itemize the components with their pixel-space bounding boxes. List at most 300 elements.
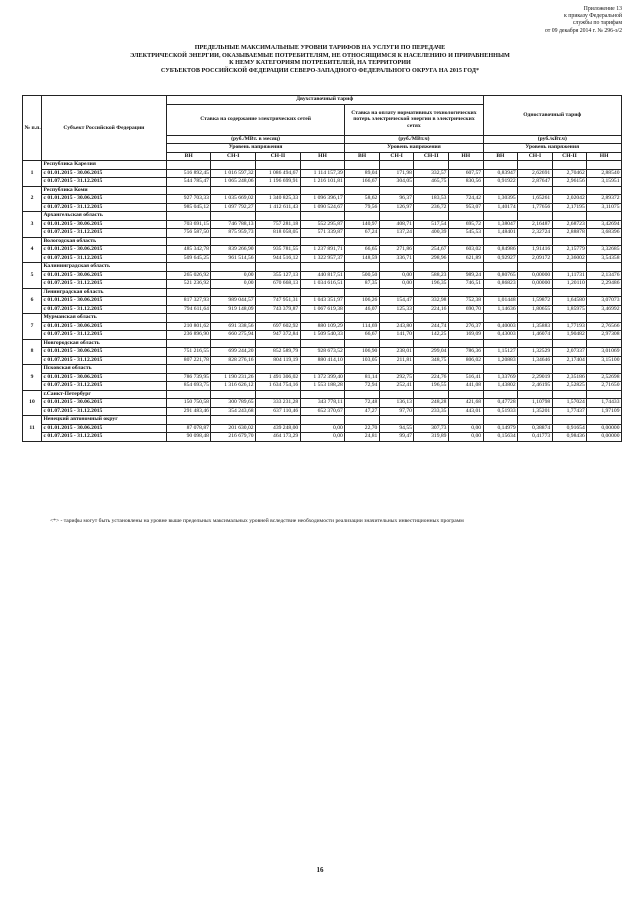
empty-cell [166, 416, 211, 425]
empty-cell [166, 263, 211, 272]
tariff-value-cell: 233,35 [414, 407, 449, 416]
tariff-value-cell: 786 739,95 [166, 373, 211, 382]
header-unit-maintenance: (руб./МВт. в месяц) [166, 135, 344, 144]
tariff-value-cell: 953,07 [448, 203, 483, 212]
tariff-value-cell: 137,24 [379, 229, 414, 238]
tariff-value-cell: 58,62 [345, 195, 380, 204]
tariff-value-cell: 254,67 [414, 246, 449, 255]
header-level-cell: НН [448, 152, 483, 161]
empty-cell [587, 416, 622, 425]
region-header-row [23, 161, 622, 170]
tariff-value-cell: 660 275,94 [211, 331, 256, 340]
tariff-value-cell: 0,83947 [483, 169, 518, 178]
tariff-value-cell: 201 630,02 [211, 424, 256, 433]
empty-cell [448, 390, 483, 399]
empty-cell [345, 237, 380, 246]
appendix-line: Приложение 13 [583, 6, 622, 12]
tariff-value-cell: 0,43003 [483, 331, 518, 340]
empty-cell [518, 288, 553, 297]
empty-cell [483, 314, 518, 323]
empty-cell [256, 314, 301, 323]
empty-cell [166, 237, 211, 246]
empty-cell [587, 339, 622, 348]
period-label: с 01.07.2015 - 31.12.2015 [41, 356, 166, 365]
tariff-value-cell: 786,36 [448, 348, 483, 357]
empty-cell [345, 365, 380, 374]
empty-cell [414, 365, 449, 374]
tariff-value-cell: 1,64580 [552, 297, 587, 306]
tariff-value-cell: 211,81 [379, 356, 414, 365]
region-header-row [23, 263, 622, 272]
region-name: Ненецкий автономный округ [41, 416, 166, 425]
table-row [23, 220, 622, 229]
empty-cell [552, 161, 587, 170]
empty-cell [256, 339, 301, 348]
region-name: Архангельская область [41, 212, 166, 221]
table-row [23, 424, 622, 433]
tariff-value-cell: 89,04 [345, 169, 380, 178]
tariff-value-cell: 2,13476 [587, 271, 622, 280]
table-row [23, 229, 622, 238]
period-label: с 01.01.2015 - 30.06.2015 [41, 424, 166, 433]
tariff-value-cell: 752,38 [448, 297, 483, 306]
period-label: с 01.07.2015 - 31.12.2015 [41, 433, 166, 442]
empty-cell [211, 416, 256, 425]
tariff-value-cell: 1,90482 [552, 331, 587, 340]
empty-cell [256, 416, 301, 425]
tariff-value-cell: 1 034 616,51 [300, 280, 345, 289]
empty-cell [414, 263, 449, 272]
period-label: с 01.01.2015 - 30.06.2015 [41, 246, 166, 255]
empty-cell [552, 212, 587, 221]
tariff-value-cell: 691 338,56 [211, 322, 256, 331]
tariff-value-cell: 0,00 [211, 271, 256, 280]
tariff-value-cell: 607,57 [448, 169, 483, 178]
tariff-value-cell: 0,00000 [587, 424, 622, 433]
tariff-value-cell: 66,67 [345, 331, 380, 340]
tariff-value-cell: 756 587,50 [166, 229, 211, 238]
tariff-value-cell: 1 491 306,02 [256, 373, 301, 382]
empty-cell [379, 186, 414, 195]
empty-cell [300, 416, 345, 425]
tariff-value-cell: 2,52825 [552, 382, 587, 391]
tariff-value-cell: 196,35 [414, 280, 449, 289]
tariff-value-cell: 0,86823 [483, 280, 518, 289]
empty-cell [211, 390, 256, 399]
tariff-value-cell: 637 110,46 [256, 407, 301, 416]
tariff-value-cell: 0,00 [300, 424, 345, 433]
tariff-value-cell: 1 067 619,38 [300, 305, 345, 314]
tariff-value-cell: 1 553 188,28 [300, 382, 345, 391]
region-name: Калининградская область [41, 263, 166, 272]
tariff-value-cell: 0,38874 [518, 424, 553, 433]
tariff-value-cell: 485 342,78 [166, 246, 211, 255]
empty-cell [587, 263, 622, 272]
tariff-value-cell: 304,05 [379, 178, 414, 187]
empty-cell [552, 186, 587, 195]
empty-cell [379, 288, 414, 297]
tariff-value-cell: 355 127,13 [256, 271, 301, 280]
tariff-value-cell: 94,55 [379, 424, 414, 433]
empty-cell [211, 288, 256, 297]
tariff-value-cell: 947 372,84 [256, 331, 301, 340]
tariff-value-cell: 142,25 [414, 331, 449, 340]
empty-cell [166, 212, 211, 221]
table-row [23, 305, 622, 314]
appendix-line: службы по тарифам [572, 20, 622, 27]
tariff-value-cell: 880 109,29 [300, 322, 345, 331]
empty-cell [345, 212, 380, 221]
row-number: 11 [23, 416, 42, 442]
header-unit-loss: (руб./МВт.ч) [345, 135, 483, 144]
tariff-value-cell: 2,36002 [552, 254, 587, 263]
empty-cell [448, 314, 483, 323]
header-unit-one-part: (руб./кВт.ч) [483, 135, 621, 144]
tariff-value-cell: 935 781,55 [256, 246, 301, 255]
header-one-part-tariff: Одноставочный тариф [483, 96, 621, 136]
tariff-value-cell: 2,15779 [552, 246, 587, 255]
tariff-value-cell: 1,48401 [483, 229, 518, 238]
tariff-value-cell: 1,35201 [518, 407, 553, 416]
period-label: с 01.07.2015 - 31.12.2015 [41, 203, 166, 212]
table-row [23, 399, 622, 408]
tariff-value-cell: 464 173,29 [256, 433, 301, 442]
period-label: с 01.07.2015 - 31.12.2015 [41, 331, 166, 340]
region-header-row [23, 390, 622, 399]
tariff-value-cell: 1,80655 [518, 305, 553, 314]
tariff-value-cell: 243,80 [379, 322, 414, 331]
empty-cell [448, 212, 483, 221]
tariff-value-cell: 443,01 [448, 407, 483, 416]
header-loss-rate: Ставка на оплату нормативных технологических потерь электрической энергии в электрических сетях [345, 104, 483, 135]
empty-cell [300, 263, 345, 272]
empty-cell [448, 161, 483, 170]
period-label: с 01.01.2015 - 30.06.2015 [41, 348, 166, 357]
tariff-value-cell: 148,59 [345, 254, 380, 263]
title-line: СУБЪЕКТОВ РОССИЙСКОЙ ФЕДЕРАЦИИ СЕВЕРО-ЗАПАДНОГО ФЕДЕРАЛЬНОГО ОКРУГА НА 2015 ГОД* [160, 66, 480, 74]
tariff-value-cell: 343 778,11 [300, 399, 345, 408]
appendix-reference [452, 6, 622, 35]
table-row [23, 348, 622, 357]
empty-cell [448, 339, 483, 348]
empty-cell [483, 186, 518, 195]
period-label: с 01.01.2015 - 30.06.2015 [41, 297, 166, 306]
empty-cell [552, 339, 587, 348]
empty-cell [414, 288, 449, 297]
table-row [23, 195, 622, 204]
tariff-value-cell: 1,46074 [518, 331, 553, 340]
empty-cell [256, 288, 301, 297]
tariff-value-cell: 817 327,93 [166, 297, 211, 306]
empty-cell [587, 237, 622, 246]
empty-cell [211, 365, 256, 374]
empty-cell [345, 288, 380, 297]
tariff-value-cell: 2,89372 [587, 195, 622, 204]
tariff-value-cell: 516 892,45 [166, 169, 211, 178]
tariff-value-cell: 1 216 101,81 [300, 178, 345, 187]
tariff-value-cell: 0,84986 [483, 246, 518, 255]
tariff-value-cell: 1 096 396,17 [300, 195, 345, 204]
region-header-row [23, 365, 622, 374]
empty-cell [166, 314, 211, 323]
empty-cell [379, 263, 414, 272]
empty-cell [448, 365, 483, 374]
tariff-value-cell: 47,27 [345, 407, 380, 416]
region-header-row [23, 314, 622, 323]
tariff-value-cell: 3,68396 [587, 229, 622, 238]
tariff-value-cell: 114,69 [345, 322, 380, 331]
empty-cell [300, 365, 345, 374]
tariff-value-cell: 690,70 [448, 305, 483, 314]
empty-cell [518, 237, 553, 246]
tariff-value-cell: 670 668,13 [256, 280, 301, 289]
period-label: с 01.01.2015 - 30.06.2015 [41, 399, 166, 408]
empty-cell [587, 390, 622, 399]
tariff-value-cell: 571 339,87 [300, 229, 345, 238]
title-line: ЭЛЕКТРИЧЕСКОЙ ЭНЕРГИИ, ОКАЗЫВАЕМЫЕ ПОТРЕБИТЕЛЯМ, НЕ ОТНОСЯЩИМСЯ К НАСЕЛЕНИЮ И ПРИРАВНЕННЫМ [130, 51, 510, 59]
header-num: № п.п. [23, 96, 42, 161]
empty-cell [211, 339, 256, 348]
tariff-value-cell: 183,53 [414, 195, 449, 204]
tariff-value-cell: 1,40174 [483, 203, 518, 212]
period-label: с 01.07.2015 - 31.12.2015 [41, 229, 166, 238]
empty-cell [300, 161, 345, 170]
table-row [23, 356, 622, 365]
empty-cell [345, 390, 380, 399]
tariff-value-cell: 1 065 248,06 [211, 178, 256, 187]
period-label: с 01.01.2015 - 30.06.2015 [41, 220, 166, 229]
empty-cell [379, 212, 414, 221]
header-two-part-tariff: Двухставочный тариф [166, 96, 483, 105]
empty-cell [414, 314, 449, 323]
period-label: с 01.07.2015 - 31.12.2015 [41, 407, 166, 416]
tariff-value-cell: 1,20110 [552, 280, 587, 289]
tariff-value-cell: 2,17195 [552, 203, 587, 212]
period-label: с 01.07.2015 - 31.12.2015 [41, 382, 166, 391]
tariff-value-cell: 248,28 [414, 399, 449, 408]
empty-cell [414, 237, 449, 246]
tariff-value-cell: 3,46992 [587, 305, 622, 314]
row-number: 3 [23, 212, 42, 238]
tariff-value-cell: 919 148,09 [211, 305, 256, 314]
table-row [23, 322, 622, 331]
tariff-value-cell: 880 414,10 [300, 356, 345, 365]
tariff-value-cell: 2,29019 [518, 373, 553, 382]
region-name: Мурманская область [41, 314, 166, 323]
empty-cell [483, 161, 518, 170]
tariff-value-cell: 0,00000 [587, 433, 622, 442]
header-level-cell: НН [587, 152, 622, 161]
tariff-value-cell: 0,15634 [483, 433, 518, 442]
period-label: с 01.01.2015 - 30.06.2015 [41, 169, 166, 178]
empty-cell [256, 390, 301, 399]
tariff-value-cell: 1,77193 [552, 322, 587, 331]
region-header-row [23, 237, 622, 246]
document-title [60, 44, 580, 74]
tariff-value-cell: 746,51 [448, 280, 483, 289]
tariff-value-cell: 652 370,67 [300, 407, 345, 416]
tariff-value-cell: 0,92927 [483, 254, 518, 263]
empty-cell [166, 288, 211, 297]
tariff-value-cell: 794 611,64 [166, 305, 211, 314]
tariff-value-cell: 830,56 [448, 178, 483, 187]
header-level-cell: ВН [166, 152, 211, 161]
row-number: 5 [23, 263, 42, 289]
empty-cell [300, 212, 345, 221]
header-level-cell: СН-II [256, 152, 301, 161]
tariff-value-cell: 0,91654 [552, 424, 587, 433]
tariff-value-cell: 1,97109 [587, 407, 622, 416]
tariff-value-cell: 348,75 [414, 356, 449, 365]
tariff-value-cell: 1 043 351,97 [300, 297, 345, 306]
tariff-value-cell: 307,73 [414, 424, 449, 433]
empty-cell [587, 288, 622, 297]
tariff-value-cell: 1 190 231,26 [211, 373, 256, 382]
empty-cell [552, 288, 587, 297]
tariff-value-cell: 87,35 [345, 280, 380, 289]
table-row [23, 382, 622, 391]
empty-cell [552, 416, 587, 425]
empty-cell [300, 339, 345, 348]
row-number: 10 [23, 390, 42, 416]
tariff-value-cell: 3,32685 [587, 246, 622, 255]
header-voltage-level: Уровень напряжения [483, 144, 621, 153]
empty-cell [166, 365, 211, 374]
title-line: ПРЕДЕЛЬНЫЕ МАКСИМАЛЬНЫЕ УРОВНИ ТАРИФОВ НА УСЛУГИ ПО ПЕРЕДАЧЕ [194, 44, 446, 51]
tariff-value-cell: 0,47728 [483, 399, 518, 408]
tariff-value-cell: 2,02042 [552, 195, 587, 204]
tariff-value-cell: 2,46195 [518, 382, 553, 391]
tariff-value-cell: 1,01448 [483, 297, 518, 306]
tariff-value-cell: 67,24 [345, 229, 380, 238]
empty-cell [300, 237, 345, 246]
tariff-value-cell: 0,00 [448, 424, 483, 433]
empty-cell [345, 263, 380, 272]
empty-cell [211, 161, 256, 170]
tariff-value-cell: 852 589,79 [256, 348, 301, 357]
table-row [23, 246, 622, 255]
tariff-value-cell: 265 026,92 [166, 271, 211, 280]
tariff-value-cell: 0,00 [379, 271, 414, 280]
tariff-value-cell: 1,57024 [552, 399, 587, 408]
empty-cell [300, 390, 345, 399]
tariff-value-cell: 236 896,90 [166, 331, 211, 340]
tariff-value-cell: 2,87647 [518, 178, 553, 187]
tariff-value-cell: 697 602,92 [256, 322, 301, 331]
empty-cell [552, 314, 587, 323]
empty-cell [448, 186, 483, 195]
region-name: г.Санкт-Петербург [41, 390, 166, 399]
tariff-value-cell: 703 691,15 [166, 220, 211, 229]
empty-cell [211, 314, 256, 323]
header-level-cell: СН-I [379, 152, 414, 161]
tariff-table [22, 95, 622, 442]
tariff-value-cell: 106,26 [345, 297, 380, 306]
empty-cell [379, 416, 414, 425]
tariff-value-cell: 210 801,62 [166, 322, 211, 331]
empty-cell [345, 186, 380, 195]
tariff-value-cell: 2,52698 [587, 373, 622, 382]
tariff-value-cell: 332,98 [414, 297, 449, 306]
tariff-value-cell: 1,91416 [518, 246, 553, 255]
row-number: 2 [23, 186, 42, 212]
empty-cell [379, 339, 414, 348]
tariff-value-cell: 24,81 [345, 433, 380, 442]
tariff-value-cell: 516,41 [448, 373, 483, 382]
tariff-value-cell: 588,23 [414, 271, 449, 280]
empty-cell [166, 161, 211, 170]
empty-cell [166, 339, 211, 348]
tariff-value-cell: 3,54358 [587, 254, 622, 263]
tariff-value-cell: 854 693,75 [166, 382, 211, 391]
tariff-value-cell: 1 372 399,40 [300, 373, 345, 382]
tariff-value-cell: 2,29486 [587, 280, 622, 289]
tariff-value-cell: 0,00 [211, 280, 256, 289]
appendix-line: от 09 декабря 2014 г. № 296-э/2 [544, 27, 622, 34]
empty-cell [552, 365, 587, 374]
table-row [23, 373, 622, 382]
tariff-value-cell: 2,88878 [552, 229, 587, 238]
tariff-value-cell: 1,43802 [483, 382, 518, 391]
empty-cell [256, 212, 301, 221]
empty-cell [166, 186, 211, 195]
tariff-value-cell: 72,94 [345, 382, 380, 391]
empty-cell [518, 365, 553, 374]
empty-cell [414, 212, 449, 221]
empty-cell [518, 416, 553, 425]
tariff-value-cell: 747 951,31 [256, 297, 301, 306]
tariff-value-cell: 440 817,51 [300, 271, 345, 280]
region-header-row [23, 339, 622, 348]
appendix-line: к приказу Федеральной [564, 13, 622, 20]
tariff-value-cell: 1,85975 [552, 305, 587, 314]
empty-cell [414, 390, 449, 399]
table-row [23, 271, 622, 280]
tariff-value-cell: 1 016 597,32 [211, 169, 256, 178]
tariff-value-cell: 0,00000 [518, 280, 553, 289]
tariff-value-cell: 1,77437 [552, 407, 587, 416]
table-row [23, 280, 622, 289]
header-voltage-level: Уровень напряжения [166, 144, 344, 153]
tariff-value-cell: 621,89 [448, 254, 483, 263]
row-number: 8 [23, 339, 42, 365]
footnote: <*> - тарифы могут быть установлены на уровне выше предельных максимальных уровней вследствие необходимости реализации значительных инвестиционных программ [50, 518, 464, 524]
tariff-value-cell: 927 703,33 [166, 195, 211, 204]
tariff-value-cell: 87 078,87 [166, 424, 211, 433]
header-level-cell: СН-II [552, 152, 587, 161]
tariff-value-cell: 465,75 [414, 178, 449, 187]
tariff-value-cell: 1 090 524,67 [300, 203, 345, 212]
tariff-value-cell: 2,16487 [518, 220, 553, 229]
tariff-value-cell: 944 516,12 [256, 254, 301, 263]
region-name: Республика Коми [41, 186, 166, 195]
row-number: 9 [23, 365, 42, 391]
tariff-value-cell: 96,37 [379, 195, 414, 204]
empty-cell [345, 314, 380, 323]
empty-cell [414, 339, 449, 348]
tariff-value-cell: 1,32529 [518, 348, 553, 357]
tariff-value-cell: 1 114 157,39 [300, 169, 345, 178]
tariff-value-cell: 336,71 [379, 254, 414, 263]
empty-cell [448, 237, 483, 246]
tariff-value-cell: 1 237 891,71 [300, 246, 345, 255]
region-name: Республика Карелия [41, 161, 166, 170]
tariff-value-cell: 552 295,87 [300, 220, 345, 229]
page-number: 16 [316, 866, 324, 874]
tariff-value-cell: 171,98 [379, 169, 414, 178]
table-row [23, 297, 622, 306]
tariff-value-cell: 106,90 [345, 348, 380, 357]
